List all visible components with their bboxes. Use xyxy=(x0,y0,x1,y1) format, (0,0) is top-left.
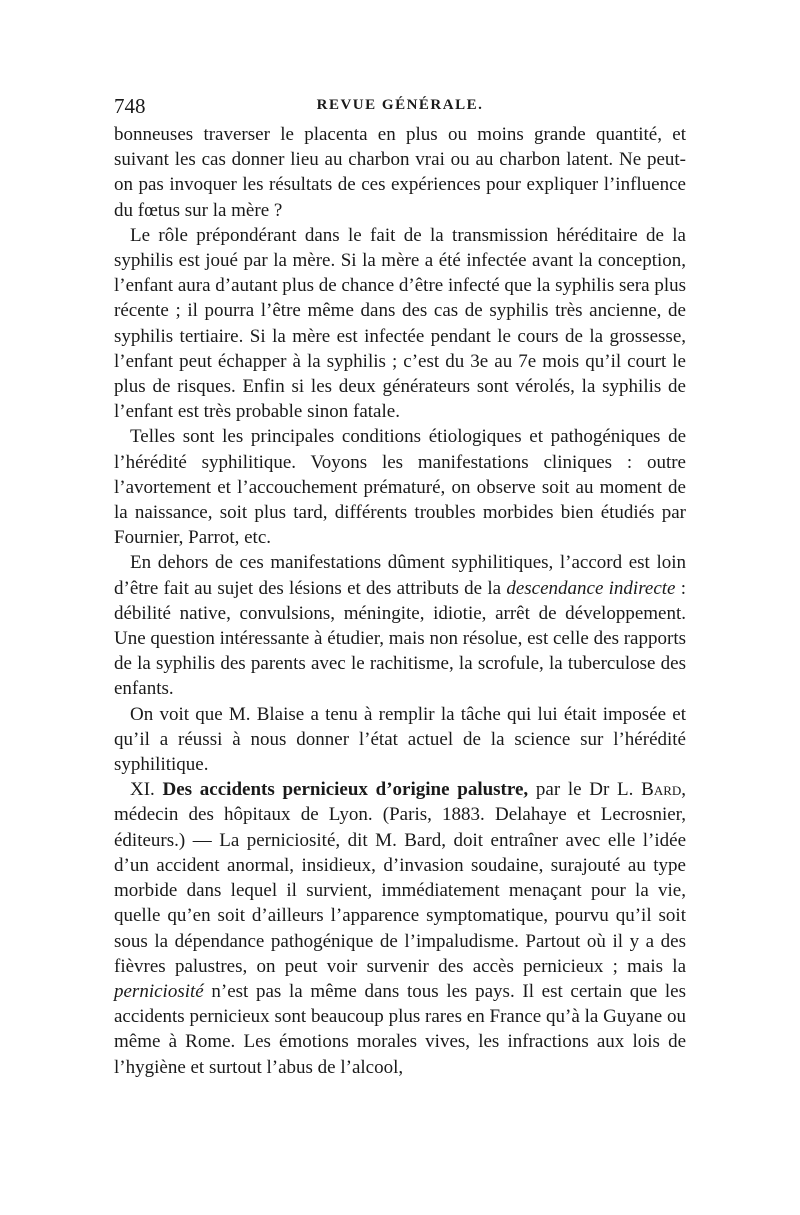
running-head xyxy=(114,94,686,122)
paragraph-text-after: : débilité native, convulsions, méningite, idiotie, arrêt de développement. Une question intéressante à étudier, mais non résolue, est celle des rapports de la syphilis des parents avec le rachitisme, la scrofule, la tuberculose des enfants. xyxy=(114,577,687,700)
paragraph-continuation: bonneuses traverser le placenta en plus ou moins grande quantité, et suivant les cas donner lieu au charbon vrai ou au charbon latent. Ne peut-on pas invoquer les résultats de ces expériences pour expliquer l’influence du fœtus sur la mère ? xyxy=(114,124,686,221)
journal-page xyxy=(114,94,686,1080)
paragraph-text-before: En dehors de ces manifestations dûment syphilitiques, l’accord est loin d’être fait au sujet des lésions et des attributs de la xyxy=(114,552,686,599)
journal-title: REVUE GÉNÉRALE. xyxy=(316,97,484,113)
paragraph-maternal-role: Le rôle prépondérant dans le fait de la transmission héréditaire de la syphilis est joué par la mère. Si la mère a été infectée avant la conception, l’enfant aura d’autant plus de chance d’être infecté que la syphilis sera plus récente ; il pourra l’être même dans des cas de syphilis très ancienne, de syphilis tertiaire. Si la mère est infectée pendant le cours de la grossesse, l’enfant peut échapper à la syphilis ; c’est du 3e au 7e mois qu’il court le plus de risques. Enfin si les deux générateurs sont vérolés, la syphilis de l’enfant est très probable sinon fatale. xyxy=(114,224,686,423)
review-title: Des accidents pernicieux d’origine palustre, xyxy=(162,779,529,801)
review-text-after: n’est pas la même dans tous les pays. Il est certain que les accidents pernicieux sont beaucoup plus rares en France qu’à la Guyane ou même à Rome. Les émotions morales vives, les infractions aux lois de l’hygiène et surtout l’abus de l’alcool, xyxy=(114,980,687,1078)
body-text xyxy=(114,122,686,1080)
review-citation-text: , médecin des hôpitaux de Lyon. (Paris, 1883. Delahaye et Lecrosnier, éditeurs.) — La perniciosité, dit M. Bard, doit entraîner avec elle l’idée d’un accident anormal, insidieux, d’invasion soudaine, surajouté au type morbide dans lequel il survient, immédiatement menaçant pour la vie, quelle qu’en soit d’ailleurs l’apparence symptomatique, pourvu qu’il soit sous la dépendance pathogénique de l’impaludisme. Partout où il y a des fièvres palustres, on peut voir survenir des accès pernicieux ; mais la xyxy=(114,779,687,977)
review-number: XI. xyxy=(130,779,155,801)
paragraph-conclusion: On voit que M. Blaise a tenu à remplir la tâche qui lui était imposée et qu’il a réussi à nous donner l’état actuel de la science sur l’hérédité syphilitique. xyxy=(114,703,686,776)
italic-term-descendance: descendance indirecte xyxy=(506,577,676,599)
review-entry-xi xyxy=(114,777,686,1079)
paragraph-clinical-manifestations: Telles sont les principales conditions étiologiques et pathogéniques de l’hérédité syphilitique. Voyons les manifestations cliniques : outre l’avortement et l’accouchement prématuré, on observe soit au moment de la naissance, soit plus tard, différents troubles morbides bien étudiés par Fournier, Parrot, etc. xyxy=(114,426,686,549)
italic-term-perniciosite: perniciosité xyxy=(114,980,204,1002)
review-author-prefix: par le Dr L. xyxy=(535,779,634,801)
review-author-name: Bard xyxy=(641,779,682,801)
page-number: 748 xyxy=(114,94,146,118)
paragraph-indirect-descendance xyxy=(114,550,686,701)
